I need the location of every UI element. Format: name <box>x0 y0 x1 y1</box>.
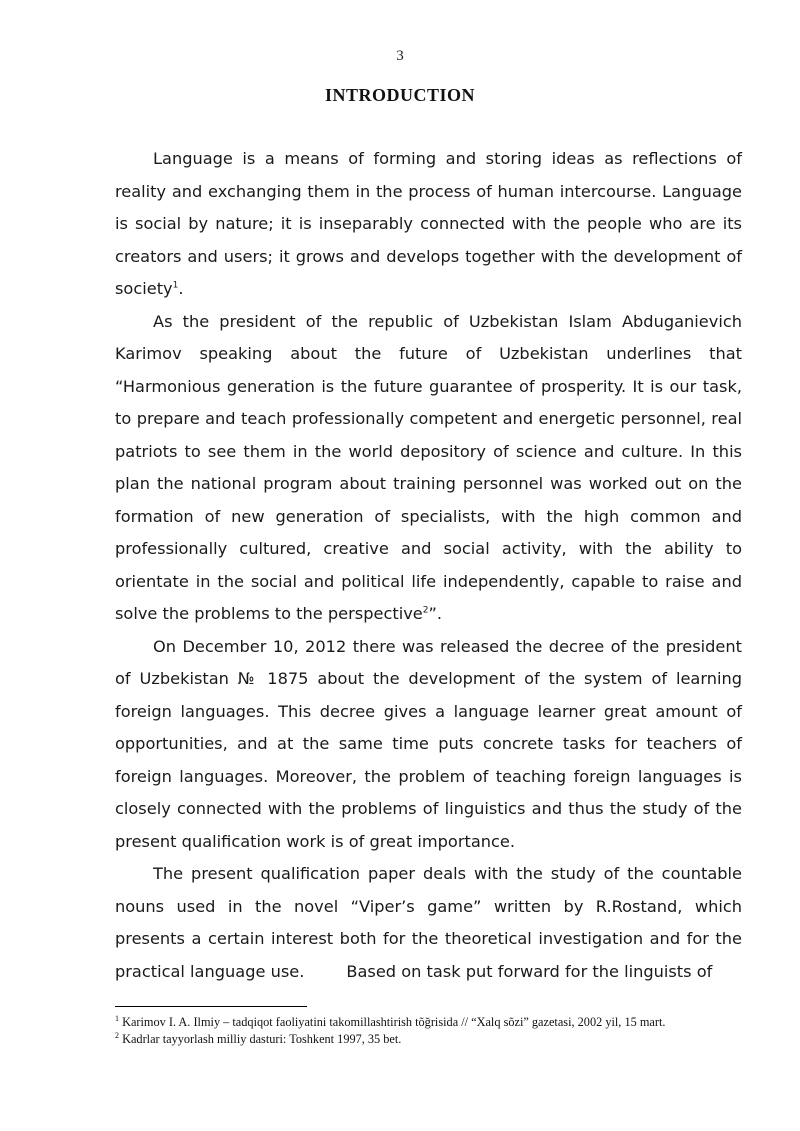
footnote-2 <box>115 1031 755 1048</box>
footnote-1-text: Karimov I. A. Ilmiy – tadqiqot faoliyatini takomillashtirish tõğrisida // “Xalq sõzi” gazetasi, 2002 yil, 15 mart. <box>122 1015 666 1029</box>
page-number: 3 <box>396 48 404 64</box>
paragraph-1-text: Language is a means of forming and storing ideas as reflections of reality and exchanging them in the process of human intercourse. Language is social by nature; it is inseparably connected with the people who are its creators and users; it grows and develops together with the development of society <box>115 149 742 298</box>
paragraph-1 <box>115 143 742 306</box>
footnote-ref-1[interactable]: 1 <box>172 280 179 291</box>
paragraph-2 <box>115 306 742 631</box>
paragraph-4-text-a: The present qualification paper deals with the study of the countable nouns used in the novel “Viper’s game” written by R.Rostand, which presents a certain interest both for the theoretical investigation and for the practical language use. <box>115 864 742 981</box>
paragraph-3 <box>115 631 742 859</box>
footnote-2-ref: 2 <box>115 1030 119 1040</box>
footnote-1-ref: 1 <box>115 1013 119 1023</box>
footnotes <box>115 1014 755 1047</box>
footnote-ref-2[interactable]: 2 <box>422 605 429 616</box>
paragraph-4-text-b: Based on task put forward for the linguists of <box>346 961 713 981</box>
paragraph-2-text: As the president of the republic of Uzbekistan Islam Abduganievich Karimov speaking about the future of Uzbekistan underlines that “Harmonious generation is the future guarantee of prosperity. It is our task, to prepare and teach professionally competent and energetic personnel, real patriots to see them in the world depository of science and culture. In this plan the national program about training personnel was worked out on the formation of new generation of specialists, with the high common and professionally cultured, creative and social activity, with the ability to orientate in the social and political life independently, capable to raise and solve the problems to the perspective <box>115 311 742 623</box>
paragraph-1-tail: . <box>178 279 184 298</box>
footnote-2-text: Kadrlar tayyorlash milliy dasturi: Toshkent 1997, 35 bet. <box>122 1031 402 1046</box>
footnote-separator <box>115 1006 307 1007</box>
page-title: INTRODUCTION <box>324 85 476 105</box>
footnote-1 <box>115 1014 755 1031</box>
paragraph-2-tail: ”. <box>428 604 443 623</box>
paragraph-3-text: On December 10, 2012 there was released the decree of the president of Uzbekistan № 1875 about the development of the system of learning foreign languages. This decree gives a language learner great amount of opportunities, and at the same time puts concrete tasks for teachers of foreign languages. Moreover, the problem of teaching foreign languages is closely connected with the problems of linguistics and thus the study of the present qualification work is of great importance. <box>115 636 742 851</box>
body-text <box>115 143 742 988</box>
paragraph-4 <box>115 858 742 988</box>
